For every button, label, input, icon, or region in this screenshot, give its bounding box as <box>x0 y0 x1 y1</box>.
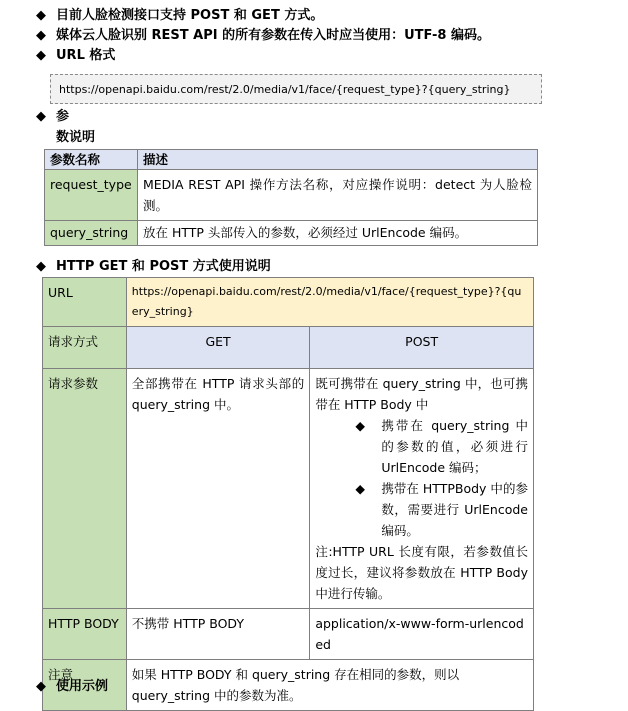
table-row <box>43 278 534 327</box>
get-body-cell: 不携带 HTTP BODY <box>126 609 310 660</box>
post-label-cell: POST <box>310 327 534 369</box>
url-label-cell: URL <box>43 278 127 327</box>
diamond-bullet-icon: ◆ <box>36 48 46 63</box>
diamond-bullet-icon: ◆ <box>36 259 46 274</box>
url-value-cell: https://openapi.baidu.com/rest/2.0/media/v1/face/{request_type}?{query_string} <box>126 278 533 327</box>
diamond-bullet-icon: ◆ <box>36 28 46 43</box>
post-sub-item: ◆ 携带在 query_string 中的参数的值，必须进行 UrlEncode 编码； <box>315 415 528 478</box>
param-heading-cont: 数说明 <box>56 130 96 145</box>
table-header-row <box>45 150 538 170</box>
post-sub-item: ◆ 携带在 HTTPBody 中的参数，需要进行 UrlEncode 编码。 <box>315 478 528 541</box>
params-label-cell: 请求参数 <box>43 369 127 609</box>
method-table <box>42 277 534 711</box>
header-description: 描述 <box>137 150 537 170</box>
diamond-bullet-icon: ◆ <box>355 481 365 496</box>
diamond-bullet-icon: ◆ <box>36 679 46 694</box>
post-params-note: 注:HTTP URL 长度有限，若参数值长度过长，建议将参数放在 HTTP Body 中进行传输。 <box>315 544 528 601</box>
param-desc-cell: 放在 HTTP 头部传入的参数，必须经过 UrlEncode 编码。 <box>137 221 537 246</box>
bullet-utf8: ◆ 媒体云人脸识别 REST API 的所有参数在传入时应当使用：UTF-8 编码。 <box>36 28 490 43</box>
table-row <box>43 660 534 711</box>
note-value-cell: 如果 HTTP BODY 和 query_string 存在相同的参数，则以 query_string 中的参数为准。 <box>126 660 533 711</box>
url-format-box: https://openapi.baidu.com/rest/2.0/media/v1/face/{request_type}?{query_string} <box>50 74 542 104</box>
post-body-cell: application/x-www-form-urlencoded <box>310 609 534 660</box>
table-row <box>43 327 534 369</box>
table-row <box>43 369 534 609</box>
note-label-cell: 注意 <box>43 660 127 711</box>
bullet-post-get: ◆ 目前人脸检测接口支持 POST 和 GET 方式。 <box>36 8 324 23</box>
param-table <box>44 149 538 246</box>
get-label-cell: GET <box>126 327 310 369</box>
usage-example-heading: ◆ 使用示例 <box>36 679 109 694</box>
param-heading: ◆ 参 <box>36 109 70 124</box>
param-name-cell: request_type <box>45 170 138 221</box>
diamond-bullet-icon: ◆ <box>36 109 46 124</box>
bullet-url-format: ◆ URL 格式 <box>36 48 116 63</box>
table-row <box>43 609 534 660</box>
get-params-cell: 全部携带在 HTTP 请求头部的 query_string 中。 <box>126 369 310 609</box>
header-param-name: 参数名称 <box>45 150 138 170</box>
body-label-cell: HTTP BODY <box>43 609 127 660</box>
diamond-bullet-icon: ◆ <box>355 418 365 433</box>
method-label-cell: 请求方式 <box>43 327 127 369</box>
diamond-bullet-icon: ◆ <box>36 8 46 23</box>
post-params-cell <box>310 369 534 609</box>
table-row <box>45 170 538 221</box>
param-desc-cell: MEDIA REST API 操作方法名称，对应操作说明：detect 为人脸检测。 <box>137 170 537 221</box>
table-row <box>45 221 538 246</box>
method-heading: ◆ HTTP GET 和 POST 方式使用说明 <box>36 259 271 274</box>
post-params-intro: 既可携带在 query_string 中，也可携带在 HTTP Body 中 <box>315 376 528 412</box>
param-name-cell: query_string <box>45 221 138 246</box>
